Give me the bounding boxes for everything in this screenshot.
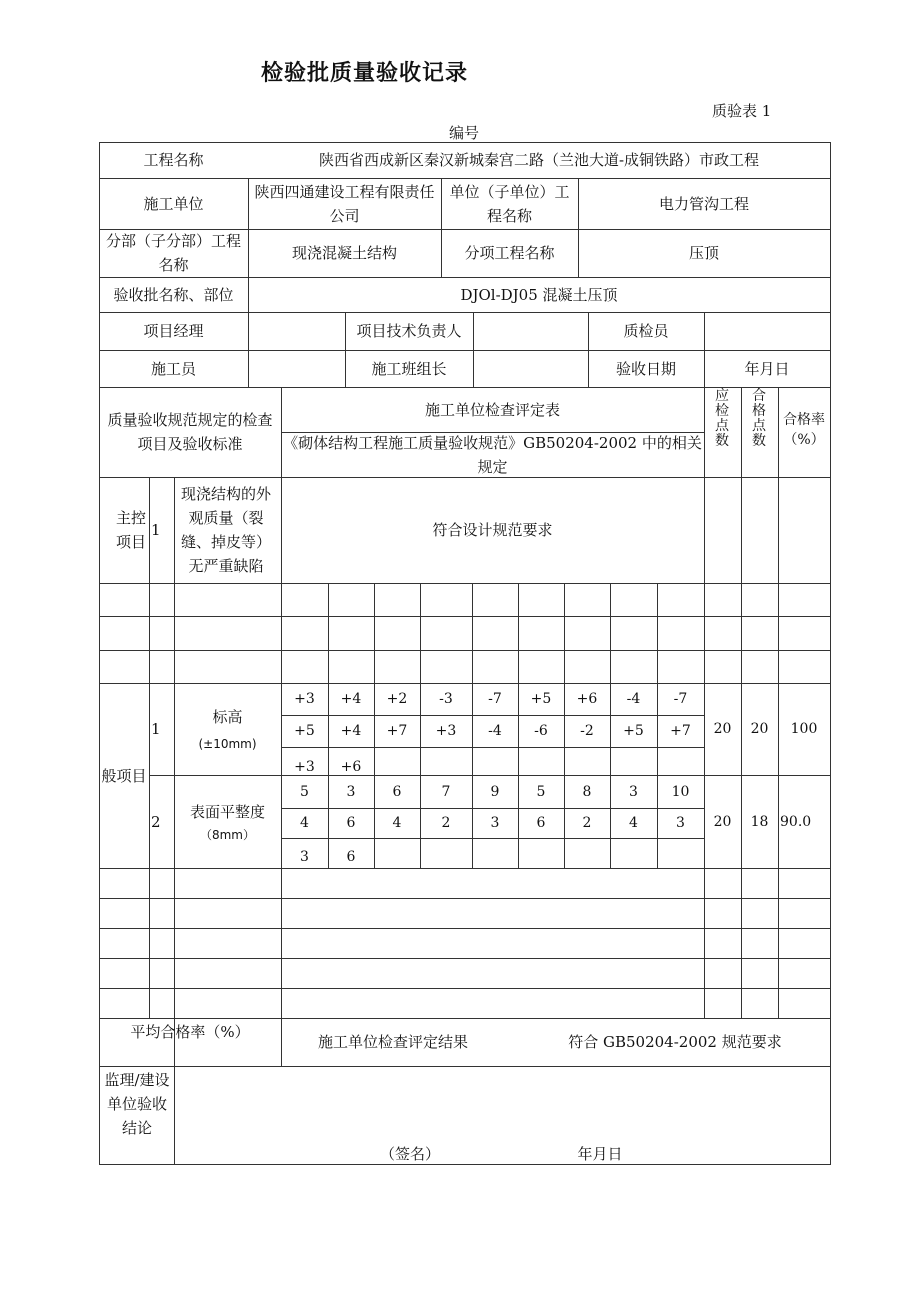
project-name-label: 工程名称	[143, 151, 204, 169]
grid-line	[99, 583, 831, 584]
grid-line	[704, 312, 705, 1018]
division-label: 分部（子分部）工程名称	[105, 232, 241, 274]
unit-project-label: 单位（子单位）工程名称	[449, 182, 570, 225]
measurement-cell: -7	[673, 691, 688, 707]
tech-lead-label: 项目技术负责人	[356, 322, 462, 340]
grid-line	[99, 616, 831, 617]
general-item-name: 表面平整度	[189, 803, 265, 821]
standards-label: 质量验收规范规定的检查项目及验收标准	[107, 411, 273, 453]
item-points: 20	[713, 813, 732, 830]
measurement-cell: 3	[629, 783, 638, 800]
measurement-cell: 3	[490, 815, 500, 831]
col-rate-header: 合格率（%）	[783, 412, 825, 448]
measurement-cell: 2	[441, 815, 451, 831]
measurement-cell: 10	[671, 783, 690, 800]
main-control-no: 1	[151, 521, 161, 539]
general-item-tolerance: （8mm）	[199, 828, 255, 842]
pm-label: 项目经理	[143, 322, 204, 340]
measurement-cell: 5	[536, 783, 546, 800]
measurement-cell: 2	[582, 815, 592, 831]
measurement-cell: +5	[623, 723, 644, 739]
measurement-cell: -6	[534, 723, 548, 739]
form-number: 质验表 1	[712, 102, 772, 120]
measurement-cell: +5	[530, 691, 552, 707]
general-item-no: 1	[151, 720, 161, 738]
measurement-cell: 6	[392, 783, 402, 800]
measurement-cell: +4	[340, 691, 362, 707]
measurement-cell: 6	[346, 849, 356, 865]
measurement-cell: -2	[580, 723, 594, 739]
item-pass-points: 18	[750, 813, 769, 830]
main-control-category: 主控项目	[115, 509, 146, 551]
item-rate: 100	[790, 721, 818, 737]
avg-rate-label: 平均合格率（%）	[130, 1023, 250, 1041]
eval-result-value: 符合 GB50204-2002 规范要求	[568, 1033, 782, 1051]
measurement-cell: 8	[582, 783, 592, 800]
eval-basis: 《砌体结构工程施工质量验收规范》GB50204-2002 中的相关规定	[283, 433, 702, 476]
eval-result-label: 施工单位检查评定结果	[317, 1033, 468, 1051]
main-control-item: 现浇结构的外观质量（裂缝、掉皮等）无严重缺陷	[180, 485, 271, 575]
col-pass-points-header: 合格点数	[752, 388, 766, 449]
measurement-cell: +6	[340, 759, 362, 775]
general-item-tolerance: (±10mm)	[198, 737, 257, 751]
measurement-cell: +4	[340, 723, 362, 739]
batch-label: 验收批名称、部位	[113, 285, 234, 304]
grid-line	[281, 838, 704, 839]
measurement-cell: 9	[490, 783, 500, 800]
supervision-label: 监理/建设单位验收结论	[104, 1071, 170, 1137]
signature-label: （签名）	[379, 1145, 440, 1163]
date-label: 验收日期	[615, 359, 676, 378]
measurement-cell: -4	[626, 691, 641, 707]
grid-line	[99, 898, 831, 899]
measurement-cell: +3	[294, 759, 315, 775]
measurement-cell: 6	[346, 815, 356, 831]
grid-line	[99, 868, 831, 869]
grid-line	[99, 1066, 831, 1067]
worker-label: 施工员	[150, 359, 196, 378]
project-name-value: 陕西省西成新区秦汉新城秦宫二路（兰池大道-成铜铁路）市政工程	[318, 151, 760, 169]
contractor-value: 陕西四通建设工程有限责任公司	[254, 182, 435, 225]
item-rate: 90.0	[780, 813, 812, 830]
item-points: 20	[713, 721, 732, 737]
grid-line	[99, 1164, 831, 1165]
measurement-cell: +6	[576, 691, 598, 707]
subitem-value: 压顶	[688, 244, 719, 262]
qc-value	[704, 312, 830, 350]
team-lead-label: 施工班组长	[371, 359, 447, 378]
measurement-cell: +3	[435, 723, 457, 739]
eval-title: 施工单位检查评定表	[424, 400, 560, 419]
measurement-cell: 6	[536, 815, 546, 831]
measurement-cell: 5	[300, 783, 309, 800]
qc-label: 质检员	[623, 322, 669, 340]
grid-line	[99, 958, 831, 959]
measurement-cell: 4	[392, 815, 402, 831]
grid-line	[99, 988, 831, 989]
measurement-cell: 3	[300, 849, 309, 865]
general-item-no: 2	[151, 812, 161, 831]
general-item-name: 标高	[212, 708, 243, 726]
measurement-cell: +5	[294, 723, 315, 739]
grid-line	[99, 928, 831, 929]
subitem-label: 分项工程名称	[464, 244, 555, 262]
team-lead-value	[473, 350, 588, 387]
division-value: 现浇混凝土结构	[291, 244, 397, 262]
measurement-cell: +7	[670, 723, 691, 739]
supervision-date: 年月日	[577, 1145, 623, 1163]
measurement-cell: -7	[488, 691, 502, 707]
measurement-cell: 4	[629, 815, 638, 831]
contractor-label: 施工单位	[143, 194, 204, 213]
page-title: 检验批质量验收记录	[261, 61, 469, 86]
item-pass-points: 20	[750, 721, 769, 737]
grid-line	[830, 142, 831, 1165]
measurement-cell: 4	[300, 815, 309, 831]
grid-line	[99, 650, 831, 651]
measurement-cell: +2	[386, 691, 408, 707]
measurement-cell: 3	[676, 815, 685, 831]
measurement-cell: +7	[386, 723, 408, 739]
col-points-header: 应检点数	[715, 388, 729, 449]
serial-label: 编号	[449, 124, 480, 142]
general-category: 般项目	[101, 766, 147, 785]
measurement-cell: -4	[488, 723, 502, 739]
measurement-cell: -3	[439, 691, 453, 707]
worker-value	[248, 350, 345, 387]
measurement-cell: 7	[441, 783, 451, 800]
tech-lead-value	[473, 312, 588, 350]
grid-line	[281, 747, 704, 748]
date-value: 年月日	[744, 359, 790, 378]
batch-value: DJOl-DJ05 混凝土压顶	[460, 285, 618, 304]
measurement-cell: 3	[346, 783, 356, 800]
unit-project-value: 电力管沟工程	[658, 194, 749, 213]
main-control-result: 符合设计规范要求	[432, 521, 553, 539]
measurement-cell: +3	[294, 691, 315, 707]
pm-value	[248, 312, 345, 350]
